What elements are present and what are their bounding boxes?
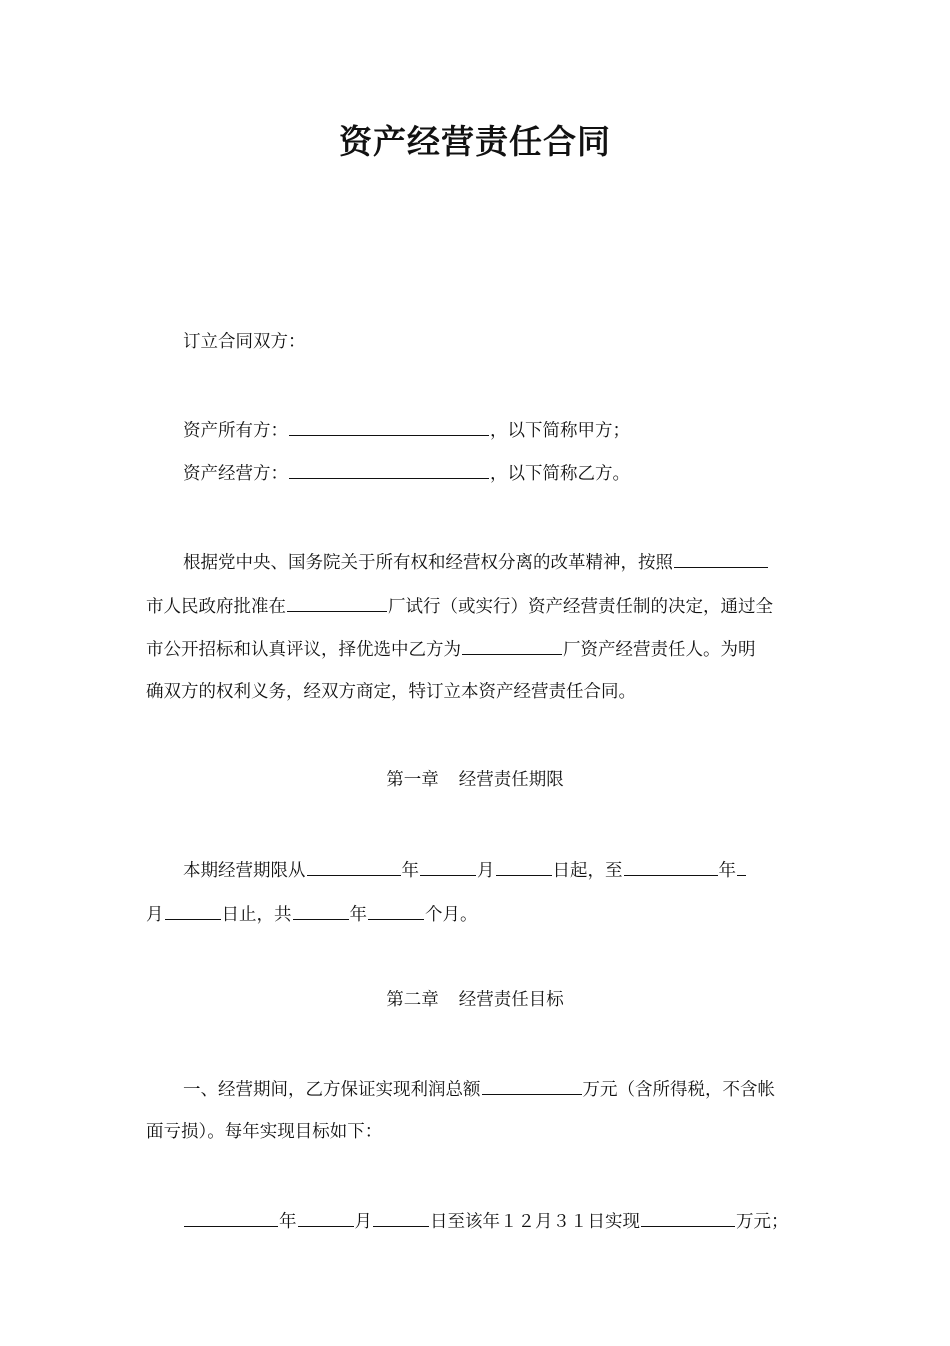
- chapter-2-number: 第二章: [386, 990, 439, 1010]
- term-start-month-blank[interactable]: [420, 856, 476, 876]
- party-b-suffix: ，以下简称乙方。: [490, 464, 630, 484]
- preamble-line-3: [146, 635, 756, 663]
- yearly-month-label: 月: [354, 1212, 372, 1232]
- city-blank[interactable]: [674, 548, 768, 568]
- preamble-line-1: [183, 548, 769, 576]
- party-a-blank[interactable]: [289, 416, 489, 436]
- factory-blank-1[interactable]: [287, 592, 387, 612]
- term-end-month-blank-start[interactable]: [737, 856, 746, 876]
- term-months-label: 个月。: [425, 905, 478, 925]
- party-b-blank[interactable]: [289, 459, 489, 479]
- preamble-line-2: [146, 592, 773, 620]
- term-start-year-blank[interactable]: [307, 856, 401, 876]
- chapter-1-number: 第一章: [386, 770, 439, 790]
- term-line-1: [183, 856, 747, 884]
- term-year3-label: 年: [349, 905, 367, 925]
- term-day-to-label: 日止，共: [221, 905, 292, 925]
- term-years-blank[interactable]: [293, 900, 349, 920]
- term-end-year-blank[interactable]: [624, 856, 718, 876]
- yearly-unit-label: 万元；: [736, 1212, 789, 1232]
- term-month-label: 月: [477, 861, 495, 881]
- yearly-year-label: 年: [279, 1212, 297, 1232]
- target-line-1: [183, 1075, 775, 1103]
- preamble-text-2b: 厂试行（或实行）资产经营责任制的决定，通过全: [388, 597, 773, 617]
- factory-blank-2[interactable]: [462, 635, 562, 655]
- preamble-line-4: 确双方的权利义务，经双方商定，特订立本资产经营责任合同。: [146, 682, 636, 702]
- yearly-year-blank[interactable]: [184, 1207, 278, 1227]
- party-b-label: 资产经营方：: [183, 464, 288, 484]
- yearly-target-line: [183, 1207, 789, 1235]
- parties-intro: 订立合同双方：: [183, 332, 306, 352]
- chapter-2-heading: [0, 987, 950, 1013]
- party-a-label: 资产所有方：: [183, 421, 288, 441]
- term-day-from-label: 日起，至: [552, 861, 623, 881]
- term-line-2: [146, 900, 478, 928]
- yearly-day-blank[interactable]: [373, 1207, 429, 1227]
- term-year-label: 年: [401, 861, 419, 881]
- term-month2-label: 月: [146, 905, 164, 925]
- yearly-month-blank[interactable]: [298, 1207, 354, 1227]
- total-profit-blank[interactable]: [482, 1075, 582, 1095]
- chapter-1-heading: [0, 767, 950, 793]
- party-a-line: [183, 416, 630, 444]
- document-title: 资产经营责任合同: [339, 122, 611, 161]
- preamble-text-2a: 市人民政府批准在: [146, 597, 286, 617]
- yearly-day-label: 日至该年１２月３１日实现: [430, 1212, 640, 1232]
- chapter-1-name: 经营责任期限: [458, 770, 564, 790]
- yearly-amount-blank[interactable]: [641, 1207, 735, 1227]
- preamble-text-3a: 市公开招标和认真评议，择优选中乙方为: [146, 640, 461, 660]
- term-start-day-blank[interactable]: [496, 856, 552, 876]
- preamble-text-3b: 厂资产经营责任人。为明: [563, 640, 756, 660]
- term-year2-label: 年: [718, 861, 736, 881]
- term-from-label: 本期经营期限从: [183, 861, 306, 881]
- term-end-day-blank[interactable]: [165, 900, 221, 920]
- target-text-b: 万元（含所得税，不含帐: [582, 1080, 775, 1100]
- party-b-line: [183, 459, 630, 487]
- term-months-blank[interactable]: [368, 900, 424, 920]
- party-a-suffix: ，以下简称甲方；: [490, 421, 630, 441]
- target-line-2: 面亏损）。每年实现目标如下：: [146, 1122, 383, 1142]
- target-text-a: 一、经营期间，乙方保证实现利润总额: [183, 1080, 481, 1100]
- chapter-2-name: 经营责任目标: [458, 990, 564, 1010]
- preamble-text-1: 根据党中央、国务院关于所有权和经营权分离的改革精神，按照: [183, 553, 673, 573]
